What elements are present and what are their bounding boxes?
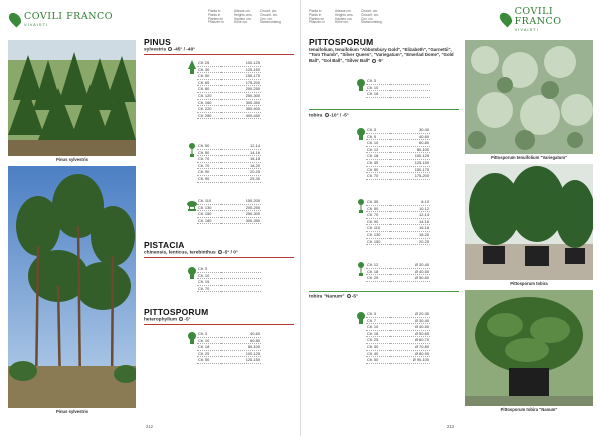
multistem-tree-icon	[186, 198, 197, 224]
price-row	[197, 285, 261, 292]
potted-conifer-icon	[186, 60, 197, 119]
container-size: Clt. 90	[197, 175, 221, 182]
container-size: Clt. 35	[366, 159, 390, 166]
price-table	[197, 198, 261, 224]
photo-pinus-sylvestris-nursery	[8, 40, 136, 156]
container-size: Clt. 70	[366, 212, 390, 219]
container-size: Clt. 18	[366, 330, 390, 337]
container-size: Clt. 50	[197, 357, 221, 364]
container-size: Clt. 70	[366, 173, 390, 180]
size-range: 40-60	[390, 133, 430, 140]
price-row	[197, 279, 261, 286]
price-table	[197, 266, 261, 292]
size-range: 400-450	[221, 112, 261, 119]
size-range: 16-18	[221, 156, 261, 163]
size-range: 80-100	[390, 146, 430, 153]
standard-tree-icon	[186, 143, 197, 183]
species-subtitle: heterophyllum -5°	[144, 317, 191, 323]
size-range: 250-300	[221, 211, 261, 218]
size-range: 10-12	[390, 205, 430, 212]
page-number: 213	[447, 424, 454, 429]
brand-logo	[10, 6, 113, 32]
price-table	[366, 78, 430, 98]
container-size: Clt. 40	[366, 350, 390, 357]
price-row	[197, 175, 261, 182]
price-row	[197, 204, 261, 211]
price-row	[197, 337, 261, 344]
container-size: Clt. 160	[197, 99, 221, 106]
price-row	[366, 238, 430, 245]
photo-pittosporum-tobira-nanum	[465, 290, 593, 406]
price-row	[197, 156, 261, 163]
size-range	[221, 279, 261, 286]
page-number: 212	[146, 424, 153, 429]
size-range: 175-200	[390, 173, 430, 180]
price-row	[197, 350, 261, 357]
container-size: Clt. 50	[366, 205, 390, 212]
section-pistacia	[144, 241, 294, 260]
price-row	[197, 162, 261, 169]
photo-caption: Pittosporum tenuifolium "Variegatum"	[490, 155, 568, 160]
potted-shrub-icon	[186, 266, 197, 292]
photo-caption: Pittosporum tobira	[510, 281, 548, 286]
price-row	[197, 357, 261, 364]
size-range: Ø 20-30	[390, 311, 430, 317]
container-size: Clt. 80	[197, 86, 221, 93]
group-heterophyllum-potted	[186, 331, 261, 364]
species-title: PISTACIA	[144, 240, 185, 250]
divider	[309, 109, 459, 110]
size-range: Ø 30-40	[390, 262, 430, 268]
container-size: Clt. 10	[366, 140, 390, 147]
container-size: Clt. 50	[197, 143, 221, 149]
price-row	[197, 112, 261, 119]
right-page	[300, 0, 600, 436]
sun-icon	[347, 294, 351, 298]
species-subtitle: tobira "Nanum" -5°	[309, 294, 358, 300]
container-size: Clt. 120	[197, 92, 221, 99]
size-range: 175-200	[221, 79, 261, 86]
container-size: Clt. 15	[197, 279, 221, 286]
size-range: 100-125	[221, 350, 261, 357]
divider	[309, 291, 459, 292]
species-title: PITTOSPORUM	[309, 37, 374, 47]
price-table	[366, 262, 430, 282]
header-legend	[208, 10, 280, 25]
container-size: Clt. 50	[366, 166, 390, 173]
container-size: Clt. 70	[197, 285, 221, 292]
container-size: Clt. 280	[197, 112, 221, 119]
container-size: Clt. 110	[366, 225, 390, 232]
container-size: Clt. 50	[366, 357, 390, 364]
price-row	[366, 146, 430, 153]
photo-pittosporum-variegatum	[465, 40, 593, 154]
section-pittosporum-tenuifolium	[309, 38, 459, 63]
size-range	[390, 84, 430, 91]
size-range: Ø 40-50	[390, 324, 430, 331]
sun-icon	[168, 47, 172, 51]
size-range: 20-25	[221, 169, 261, 176]
species-title: PINUS	[144, 37, 171, 47]
price-row	[197, 217, 261, 224]
container-size: Clt. 220	[197, 106, 221, 113]
price-row	[197, 73, 261, 80]
price-row	[197, 149, 261, 156]
photo-caption: Pinus sylvestris	[56, 157, 88, 162]
section-pittosporum-heterophyllum	[144, 308, 294, 327]
container-size: Clt. 110	[197, 198, 221, 204]
price-row	[366, 225, 430, 232]
price-row	[366, 317, 430, 324]
container-size: Clt. 10	[197, 272, 221, 279]
sun-icon	[179, 317, 183, 321]
price-row	[366, 231, 430, 238]
price-row	[366, 212, 430, 219]
container-size: Clt. 65	[197, 79, 221, 86]
container-size: Clt. 25	[366, 275, 390, 282]
standard-tree-icon	[355, 199, 366, 245]
ball-standard-icon	[355, 262, 366, 282]
group-pinus-potted	[186, 60, 261, 119]
species-subtitle: tobira -10° / -5°	[309, 113, 349, 119]
header-legend	[309, 10, 381, 25]
price-row	[366, 84, 430, 91]
price-row	[197, 344, 261, 351]
price-row	[197, 106, 261, 113]
price-row	[366, 350, 430, 357]
group-pistacia-potted	[186, 266, 261, 292]
group-nanum-potted	[355, 311, 430, 364]
size-range: 60-80	[390, 140, 430, 147]
sun-icon	[372, 59, 376, 63]
price-row	[366, 159, 430, 166]
size-range: Ø 70-80	[390, 343, 430, 350]
size-range: 14-16	[390, 218, 430, 225]
container-size: Clt. 3	[366, 78, 390, 84]
price-table	[197, 331, 261, 364]
container-size: Clt. 3	[366, 311, 390, 317]
size-range: 30-40	[390, 127, 430, 133]
container-size: Clt. 7	[366, 317, 390, 324]
group-pinus-standard	[186, 143, 261, 183]
price-row	[366, 140, 430, 147]
container-size: Clt. 130	[197, 204, 221, 211]
photo-caption: Pittosporum tobira "Nanum"	[500, 407, 558, 412]
container-size: Clt. 18	[366, 268, 390, 275]
container-size: Clt. 25	[197, 60, 221, 66]
price-row	[366, 324, 430, 331]
container-size: Clt. 3	[197, 266, 221, 272]
species-title: PITTOSPORUM	[144, 307, 209, 317]
group-tobira-standard	[355, 199, 430, 245]
size-range: 150-175	[221, 73, 261, 80]
potted-shrub-icon	[186, 331, 197, 364]
potted-shrub-icon	[355, 127, 366, 180]
size-range: 150-175	[390, 166, 430, 173]
leaf-logo-icon	[7, 11, 24, 28]
size-range: 300-350	[221, 217, 261, 224]
price-row	[366, 343, 430, 350]
container-size: Clt. 25	[366, 337, 390, 344]
size-range: 200-250	[221, 86, 261, 93]
leaf-logo-icon	[497, 11, 514, 28]
price-row	[366, 91, 430, 98]
container-size: Clt. 35	[366, 199, 390, 205]
price-row	[197, 86, 261, 93]
size-range: Ø 60-70	[390, 337, 430, 344]
potted-shrub-icon	[355, 78, 366, 98]
section-pinus	[144, 38, 294, 57]
section-pittosporum-tobira-nanum	[309, 294, 459, 300]
price-row	[366, 275, 430, 282]
size-range: 200-250	[221, 204, 261, 211]
size-range: 8-10	[390, 199, 430, 205]
divider	[144, 257, 294, 258]
price-row	[366, 218, 430, 225]
price-row	[197, 66, 261, 73]
brand-name: COVILI FRANCO	[514, 5, 562, 27]
price-row	[366, 166, 430, 173]
container-size: Clt. 50	[197, 149, 221, 156]
size-range	[390, 91, 430, 98]
container-size: Clt. 30	[366, 343, 390, 350]
section-pittosporum-tobira	[309, 113, 459, 119]
price-row	[197, 79, 261, 86]
container-size: Clt. 12	[366, 262, 390, 268]
container-size: Clt. 18	[366, 91, 390, 98]
size-range: 150-200	[221, 198, 261, 204]
photo-pinus-sylvestris-tall	[8, 166, 136, 408]
brand-tagline: VIVAISTI	[24, 21, 49, 27]
price-table	[366, 311, 430, 364]
size-range: 300-350	[221, 99, 261, 106]
price-row	[366, 173, 430, 180]
size-range: 14-16	[221, 149, 261, 156]
price-row	[366, 337, 430, 344]
size-range: 100-125	[221, 60, 261, 66]
group-tenuifolium-potted	[355, 78, 430, 98]
price-table	[197, 143, 261, 183]
container-size: Clt. 180	[197, 217, 221, 224]
price-row	[366, 357, 430, 364]
legend-heights: Altezza cm. Heights cms. Hauteur cm. Höhe cm.	[234, 9, 253, 25]
brand-tagline: VIVAISTI	[514, 26, 539, 32]
container-size: Clt. 90	[366, 218, 390, 225]
container-size: Clt. 10	[197, 337, 221, 344]
container-size: Clt. 30	[197, 66, 221, 73]
size-range: Ø 50-60	[390, 275, 430, 282]
size-range: 125-150	[390, 159, 430, 166]
price-row	[197, 99, 261, 106]
brand-logo	[501, 6, 600, 32]
container-size: Clt. 50	[197, 73, 221, 80]
species-subtitle: sylvestris -45° / -40°	[144, 47, 196, 53]
legend-circumference: Circonf. cm. Circumf. cm. Circ. cm. Stammumfang	[260, 9, 281, 25]
ball-shrub-icon	[355, 311, 366, 364]
sun-icon	[325, 113, 329, 117]
size-range: 12-14	[390, 212, 430, 219]
size-range: Ø 90-100	[390, 357, 430, 364]
container-size: Clt. 3	[197, 331, 221, 337]
size-range: Ø 50-60	[390, 330, 430, 337]
photo-caption: Pinus sylvestris	[56, 409, 88, 414]
species-subtitle: chinensis, lenticus, terebinthus -5° / 0°	[144, 250, 238, 256]
container-size: Clt. 10	[366, 84, 390, 91]
container-size: Clt. 18	[197, 344, 221, 351]
size-range: 40-60	[221, 331, 261, 337]
price-row	[366, 205, 430, 212]
group-pinus-multistem	[186, 198, 261, 224]
group-tobira-ball	[355, 262, 430, 282]
price-table	[197, 60, 261, 119]
species-subtitle: tenuifolium, tenuifolium "Abbotsbury Gold", "Elizabeth", "Garnettii", "Tom Thumb", "Silver Queen", "Variegatum", "Emerlad Dome", "Gold Ball", "Gol Ball", "Silver Ball" -5°	[309, 47, 454, 63]
size-range	[221, 285, 261, 292]
size-range: 60-80	[221, 337, 261, 344]
group-tobira-potted	[355, 127, 430, 180]
photo-pittosporum-tobira	[465, 164, 593, 280]
size-range: 350-400	[221, 106, 261, 113]
legend-plants: Pianta in Plants in Plantes en Pflanzen in	[309, 9, 325, 25]
size-range: 80-100	[221, 344, 261, 351]
divider	[144, 54, 294, 55]
container-size: Clt. 3	[366, 127, 390, 133]
container-size: Clt. 70	[197, 162, 221, 169]
legend-circumference: Circonf. cm. Circumf. cm. Circ. cm. Stammumfang	[361, 9, 382, 25]
container-size: Clt. 18	[366, 153, 390, 160]
size-range: 16-18	[390, 225, 430, 232]
divider	[144, 324, 294, 325]
brand-name: COVILI FRANCO	[24, 10, 114, 22]
size-range: 125-150	[221, 357, 261, 364]
price-row	[197, 92, 261, 99]
price-row	[197, 169, 261, 176]
container-size: Clt. 90	[197, 169, 221, 176]
size-range: 18-20	[390, 231, 430, 238]
price-row	[197, 272, 261, 279]
size-range: 250-300	[221, 92, 261, 99]
price-row	[366, 330, 430, 337]
container-size: Clt. 10	[366, 324, 390, 331]
legend-heights: Altezza cm. Heights cms. Hauteur cm. Höhe cm.	[335, 9, 354, 25]
size-range: 18-20	[221, 162, 261, 169]
price-row	[197, 211, 261, 218]
sun-icon	[218, 250, 222, 254]
legend-plants: Pianta in Plants in Plantes en Pflanzen in	[208, 9, 224, 25]
container-size: Clt. 5	[366, 133, 390, 140]
price-table	[366, 199, 430, 245]
size-range: Ø 30-40	[390, 317, 430, 324]
container-size: Clt. 150	[366, 238, 390, 245]
size-range	[221, 272, 261, 279]
price-row	[366, 153, 430, 160]
size-range: Ø 40-50	[390, 268, 430, 275]
size-range: Ø 80-90	[390, 350, 430, 357]
size-range: 100-125	[390, 153, 430, 160]
size-range: 12-14	[221, 143, 261, 149]
container-size: Clt. 70	[197, 156, 221, 163]
size-range: 25-30	[221, 175, 261, 182]
container-size: Clt. 130	[366, 231, 390, 238]
size-range: 20-25	[390, 238, 430, 245]
size-range: 125-150	[221, 66, 261, 73]
price-row	[366, 133, 430, 140]
container-size: Clt. 25	[197, 350, 221, 357]
price-row	[366, 268, 430, 275]
container-size: Clt. 12	[366, 146, 390, 153]
price-table	[366, 127, 430, 180]
container-size: Clt. 150	[197, 211, 221, 218]
